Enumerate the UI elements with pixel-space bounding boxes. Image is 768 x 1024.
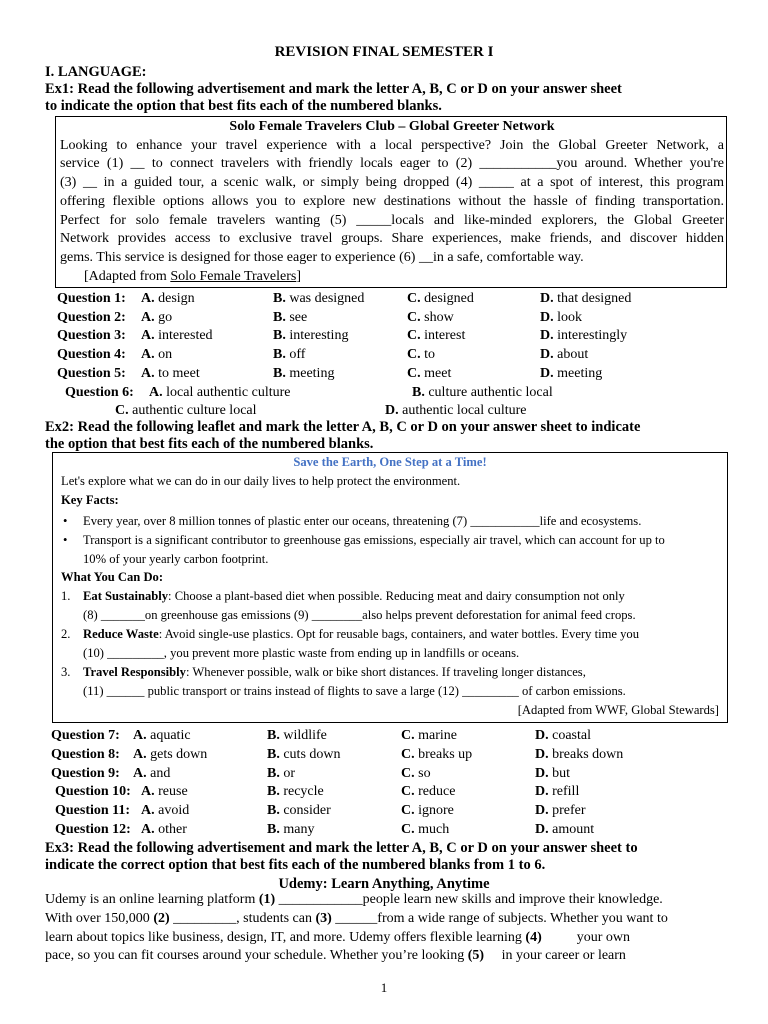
action-item-cont: (10) _________, you prevent more plastic waste from ending up in landfills or oceans. xyxy=(83,646,520,661)
action-item: 3. Travel Responsibly: Whenever possible, walk or bike short distances. If traveling longer distances, xyxy=(61,664,586,679)
option-d[interactable]: D. that designed xyxy=(540,291,632,306)
option-b[interactable]: B. or xyxy=(267,766,296,781)
action-item-cont: (11) ______ public transport or trains instead of flights to save a large (12) _________ of carbon emissions. xyxy=(83,683,626,698)
section-heading: I. LANGUAGE: xyxy=(45,64,147,80)
question-label: Question 12: xyxy=(55,822,131,837)
ex2-instruction-cont: the option that best fits each of the numbered blanks. xyxy=(45,436,374,452)
option-b[interactable]: B. wildlife xyxy=(267,728,327,743)
question-label: Question 2: xyxy=(57,310,126,325)
ex1-advertisement-box xyxy=(55,116,727,288)
option-a[interactable]: A. local authentic culture xyxy=(149,385,291,400)
option-a[interactable]: A. design xyxy=(141,291,195,306)
option-a[interactable]: A. avoid xyxy=(141,803,190,818)
option-c[interactable]: C. to xyxy=(407,347,436,362)
ex1-source: [Adapted from Solo Female Travelers] xyxy=(84,268,301,284)
option-b[interactable]: B. meeting xyxy=(273,366,335,381)
option-a[interactable]: A. reuse xyxy=(141,784,188,799)
option-b[interactable]: B. recycle xyxy=(267,784,324,799)
option-d[interactable]: D. coastal xyxy=(535,728,591,743)
option-d[interactable]: D. breaks down xyxy=(535,747,624,762)
passage-line: learn about topics like business, design, IT, and more. Udemy offers flexible learning (4) your own xyxy=(45,929,631,945)
ex1-text-line: service (1) __ to connect travelers with friendly locals eager to (2) ___________you around. Whether you're xyxy=(60,156,724,172)
fact-item: • Every year, over 8 million tonnes of plastic enter our oceans, threatening (7) ___________life and ecosystems. xyxy=(61,512,719,531)
option-d[interactable]: D. refill xyxy=(535,784,580,799)
ex2-leaflet-box xyxy=(52,452,728,723)
ex1-box-title: Solo Female Travelers Club – Global Greeter Network xyxy=(229,119,555,134)
ex3-passage xyxy=(45,891,725,966)
option-b[interactable]: B. interesting xyxy=(273,328,349,343)
option-a[interactable]: A. gets down xyxy=(133,747,208,762)
document-title: REVISION FINAL SEMESTER I xyxy=(274,44,494,60)
ex1-instruction: Ex1: Read the following advertisement and mark the letter A, B, C or D on your answer sheet xyxy=(45,81,622,97)
option-a[interactable]: A. interested xyxy=(141,328,213,343)
option-a[interactable]: A. on xyxy=(141,347,173,362)
key-facts-heading: Key Facts: xyxy=(61,492,119,507)
question-label: Question 3: xyxy=(57,328,126,343)
option-c[interactable]: C. designed xyxy=(407,291,474,306)
ex2-box-title: Save the Earth, One Step at a Time! xyxy=(293,455,487,469)
ex1-instruction-cont: to indicate the option that best fits each of the numbered blanks. xyxy=(45,98,442,114)
question-label: Question 5: xyxy=(57,366,126,381)
option-d[interactable]: D. amount xyxy=(535,822,595,837)
question-label: Question 9: xyxy=(51,766,120,781)
option-c[interactable]: C. so xyxy=(401,766,431,781)
fact-item: • Transport is a significant contributor to greenhouse gas emissions, especially air travel, which can account for up to xyxy=(61,531,719,550)
question-label: Question 11: xyxy=(55,803,131,818)
ex1-text-line: (3) __ in a guided tour, a scenic walk, or simply being dropped (4) _____ at a spot of interest, this program xyxy=(60,175,724,191)
ex2-instruction: Ex2: Read the following leaflet and mark the letter A, B, C or D on your answer sheet to indicate xyxy=(45,419,641,435)
option-b[interactable]: B. many xyxy=(267,822,315,837)
option-d[interactable]: D. meeting xyxy=(540,366,603,381)
option-b[interactable]: B. was designed xyxy=(273,291,365,306)
option-a[interactable]: A. to meet xyxy=(141,366,200,381)
ex1-text-line: Looking to enhance your travel experience with a local perspective? Join the Global Greeter Network, a xyxy=(60,137,724,153)
source-link[interactable]: Solo Female Travelers xyxy=(170,268,297,284)
option-c[interactable]: C. interest xyxy=(407,328,466,343)
option-d[interactable]: D. about xyxy=(540,347,589,362)
option-a[interactable]: A. and xyxy=(133,766,171,781)
question-label: Question 1: xyxy=(57,291,126,306)
option-a[interactable]: A. go xyxy=(141,310,173,325)
question-label: Question 7: xyxy=(51,728,120,743)
option-d[interactable]: D. prefer xyxy=(535,803,586,818)
ex1-text-line: offering flexible options allows you to explore new destinations without the hassle of finding transportation. xyxy=(60,193,724,209)
fact-item-cont: 10% of your yearly carbon footprint. xyxy=(83,551,269,566)
passage-line: With over 150,000 (2) _________, students can (3) ______from a wide range of subjects. Whether you want to xyxy=(45,910,668,926)
option-d[interactable]: D. authentic local culture xyxy=(385,403,527,418)
question-label: Question 8: xyxy=(51,747,120,762)
option-b[interactable]: B. off xyxy=(273,347,306,362)
option-b[interactable]: B. consider xyxy=(267,803,331,818)
option-c[interactable]: C. marine xyxy=(401,728,457,743)
option-c[interactable]: C. authentic culture local xyxy=(115,403,257,418)
page-number: 1 xyxy=(380,980,388,995)
option-d[interactable]: D. but xyxy=(535,766,571,781)
option-c[interactable]: C. meet xyxy=(407,366,452,381)
what-you-can-do-heading: What You Can Do: xyxy=(61,570,164,585)
passage-line: Udemy is an online learning platform (1) ____________people learn new skills and improve their knowledge. xyxy=(45,892,663,907)
option-b[interactable]: B. culture authentic local xyxy=(412,385,553,400)
action-item-cont: (8) _______on greenhouse gas emissions (9) ________also helps prevent deforestation for animal feed crops. xyxy=(83,608,636,623)
action-item: 2. Reduce Waste: Avoid single-use plastics. Opt for reusable bags, containers, and water bottles. Every time you xyxy=(61,627,639,642)
ex3-instruction: Ex3: Read the following advertisement and mark the letter A, B, C or D on your answer sheet to xyxy=(45,840,638,856)
question-label: Question 6: xyxy=(65,385,134,400)
ex3-title: Udemy: Learn Anything, Anytime xyxy=(278,876,490,892)
action-item: 1. Eat Sustainably: Choose a plant-based diet when possible. Reducing meat and dairy consumption not only xyxy=(61,589,625,604)
option-d[interactable]: D. interestingly xyxy=(540,328,628,343)
ex1-text-line: Perfect for solo female travelers wanting (5) _____locals and like-minded explorers, the Global Greeter xyxy=(60,212,724,228)
option-c[interactable]: C. much xyxy=(401,822,450,837)
question-label: Question 4: xyxy=(57,347,126,362)
option-c[interactable]: C. ignore xyxy=(401,803,454,818)
ex2-source: [Adapted from WWF, Global Stewards] xyxy=(517,702,719,717)
option-d[interactable]: D. look xyxy=(540,310,583,325)
ex1-text-line: gems. This service is designed for those eager to experience (6) __in a safe, comfortable way. xyxy=(60,249,584,265)
ex3-instruction-cont: indicate the correct option that best fits each of the numbered blanks from 1 to 6. xyxy=(45,857,546,873)
option-b[interactable]: B. cuts down xyxy=(267,747,341,762)
ex2-intro: Let's explore what we can do in our daily lives to help protect the environment. xyxy=(61,473,461,488)
option-c[interactable]: C. reduce xyxy=(401,784,456,799)
ex1-text-line: Network provides access to exclusive travel groups. Share experiences, make friends, and discover hidden xyxy=(60,231,724,247)
option-b[interactable]: B. see xyxy=(273,310,308,325)
option-a[interactable]: A. aquatic xyxy=(133,728,191,743)
passage-line: pace, so you can fit courses around your schedule. Whether you’re looking (5) in your career or learn xyxy=(45,948,626,964)
option-c[interactable]: C. breaks up xyxy=(401,747,473,762)
option-a[interactable]: A. other xyxy=(141,822,187,837)
question-label: Question 10: xyxy=(55,784,131,799)
option-c[interactable]: C. show xyxy=(407,310,454,325)
